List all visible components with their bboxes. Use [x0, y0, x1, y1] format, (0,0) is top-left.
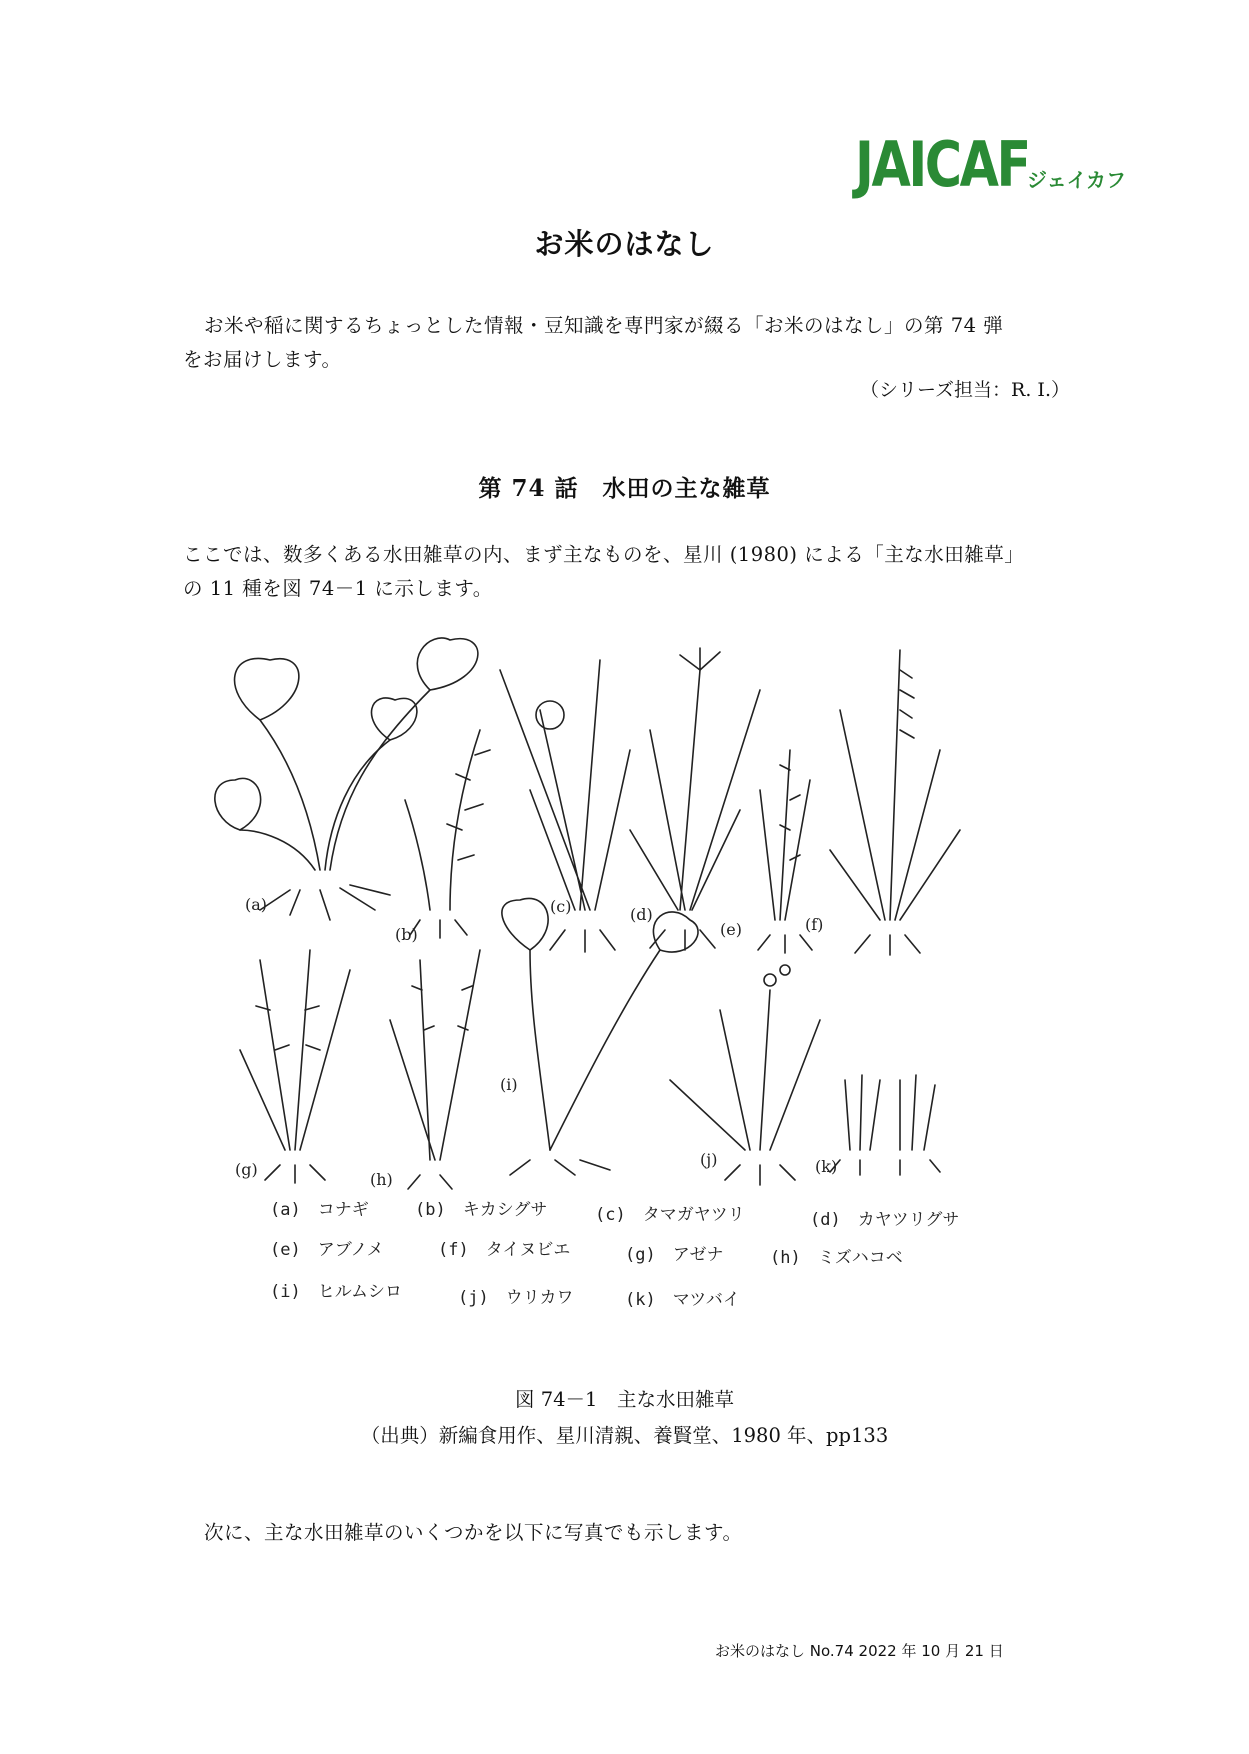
page-title: お米のはなし	[534, 227, 715, 261]
plant-a-drawing	[215, 638, 478, 920]
plant-letter-h: (h)	[370, 1170, 393, 1189]
plant-letter-i: (i)	[500, 1075, 518, 1094]
plant-g-drawing	[240, 950, 350, 1183]
plant-letter-c: (c)	[550, 897, 572, 916]
plant-letter-k: (k)	[815, 1157, 838, 1176]
plant-letter-j: (j)	[700, 1150, 718, 1169]
figure-legend-lower	[230, 1225, 1030, 1335]
plant-letter-g: (g)	[235, 1160, 258, 1179]
legend-item: (k) マツバイ	[625, 1290, 740, 1310]
plant-letter-a: (a)	[245, 895, 268, 914]
logo-kana: ジェイカフ	[1027, 168, 1126, 192]
plant-letter-f: (f)	[805, 915, 824, 934]
episode-title: 第 74 話 水田の主な雑草	[478, 475, 771, 502]
weed-illustration-figure	[200, 630, 1050, 1230]
series-credit: （シリーズ担当：R. I.）	[860, 379, 1070, 401]
plant-e-drawing	[758, 750, 812, 953]
body-line-2: の 11 種を図 74－1 に示します。	[183, 577, 493, 600]
legend-item: (f) タイヌビエ	[438, 1240, 571, 1260]
legend-item: (d) カヤツリグサ	[810, 1210, 960, 1230]
legend-item: (h) ミズハコベ	[770, 1248, 903, 1268]
figure-caption: 図 74－1 主な水田雑草	[515, 1388, 734, 1411]
legend-item: (j) ウリカワ	[458, 1288, 574, 1308]
intro-line-1: お米や稲に関するちょっとした情報・豆知識を専門家が綴る「お米のはなし」の第 74 弾	[204, 314, 1004, 337]
body-line-1: ここでは、数多くある水田雑草の内、まず主なものを、星川 (1980) による「主な水田雑草」	[183, 543, 1025, 566]
plant-letter-e: (e)	[720, 920, 742, 939]
legend-item: (g) アゼナ	[625, 1245, 724, 1265]
plant-f-drawing	[830, 650, 960, 955]
plant-letter-b: (b)	[395, 925, 418, 944]
legend-item: (a) コナギ	[270, 1200, 369, 1220]
plant-b-drawing	[405, 730, 490, 938]
plant-k-drawing	[830, 1075, 940, 1175]
legend-item: (b) キカシグサ	[415, 1200, 548, 1220]
legend-item: (e) アブノメ	[270, 1240, 384, 1260]
closing-line: 次に、主な水田雑草のいくつかを以下に写真でも示します。	[204, 1521, 743, 1544]
legend-item: (i) ヒルムシロ	[270, 1282, 403, 1302]
plant-letter-d: (d)	[630, 905, 653, 924]
figure-source: （出典）新編食用作、星川清親、養賢堂、1980 年、pp133	[360, 1424, 889, 1447]
plant-i-drawing	[502, 898, 698, 1175]
legend-item: (c) タマガヤツリ	[595, 1205, 745, 1225]
page-footer: お米のはなし No.74 2022 年 10 月 21 日	[715, 1642, 1004, 1660]
plant-j-drawing	[670, 965, 820, 1185]
plant-h-drawing	[390, 950, 480, 1189]
jaicaf-logo	[855, 128, 1126, 201]
intro-line-2: をお届けします。	[183, 348, 342, 371]
logo-wordmark: JAICAF	[855, 128, 1029, 201]
